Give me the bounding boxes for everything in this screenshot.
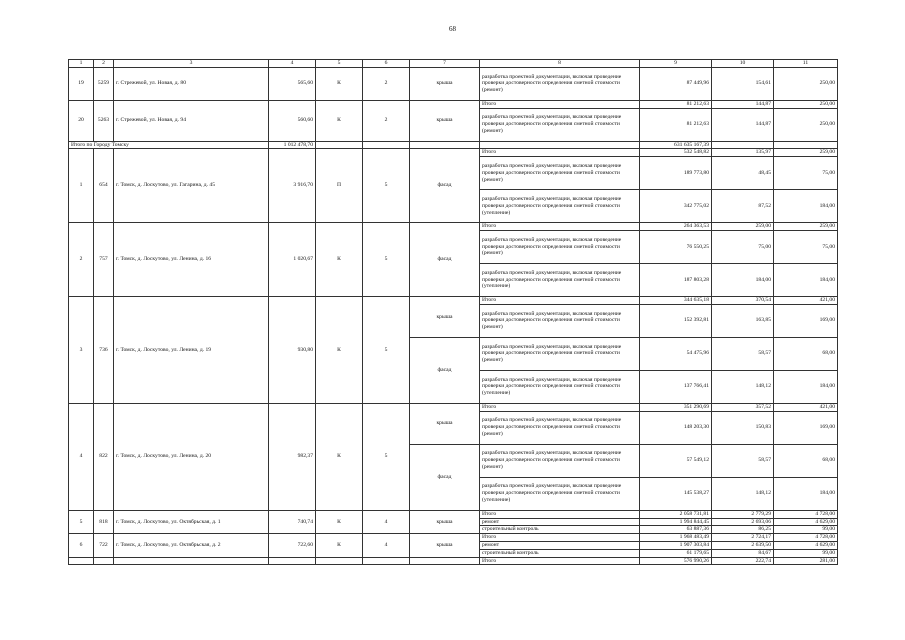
repair-label: ремонт (480, 518, 640, 526)
total-max-unit-cost: 259,00 (774, 149, 838, 157)
wall-material: К (316, 510, 363, 533)
table-row (69, 297, 838, 305)
element: фасад (410, 337, 480, 403)
repair-max-unit-cost: 4 629,00 (774, 541, 838, 549)
floors: 4 (363, 510, 410, 533)
row-number: 3 (69, 297, 94, 404)
row-number: 20 (69, 100, 94, 141)
wall-material: К (316, 100, 363, 141)
max-unit-cost: 184,00 (774, 190, 838, 223)
house-id: 5263 (94, 100, 114, 141)
total-label: Итого (480, 149, 640, 157)
element: крыша (410, 534, 480, 557)
address: г. Томск, д. Лоскутово, ул. Октябрьская, д. 1 (114, 510, 269, 533)
repair-plan-table (68, 59, 838, 565)
row-number: 2 (69, 223, 94, 297)
column-header: 1 (69, 60, 94, 68)
unit-cost: 58,57 (712, 444, 774, 477)
max-unit-cost: 169,00 (774, 411, 838, 444)
max-unit-cost: 184,00 (774, 477, 838, 510)
column-header: 11 (774, 60, 838, 68)
work-type: разработка проектной документации, включая проведение проверки достоверности определения сметной стоимости (ремонт) (480, 444, 640, 477)
table-row (69, 534, 838, 542)
address: г. Томск, д. Лоскутово, ул. Ленина, д. 16 (114, 223, 269, 297)
area: 565,60 (269, 67, 316, 100)
control-unit-cost: 84,67 (712, 549, 774, 557)
max-unit-cost: 184,00 (774, 264, 838, 297)
table-row (69, 67, 838, 100)
total-unit-cost: 222,74 (712, 557, 774, 565)
floors: 5 (363, 403, 410, 510)
work-type: разработка проектной документации, включая проведение проверки достоверности определения сметной стоимости (ремонт) (480, 108, 640, 141)
work-type: разработка проектной документации, включая проведение проверки достоверности определения сметной стоимости (ремонт) (480, 157, 640, 190)
total-max-unit-cost: 281,00 (774, 557, 838, 565)
address: г. Томск, д. Лоскутово, ул. Ленина, д. 20 (114, 403, 269, 510)
table-row (69, 223, 838, 231)
wall-material: К (316, 67, 363, 100)
unit-cost: 154,61 (712, 67, 774, 100)
column-header: 4 (269, 60, 316, 68)
control-max-unit-cost: 99,00 (774, 549, 838, 557)
house-id: 722 (94, 534, 114, 557)
table-row (69, 100, 838, 108)
column-header: 7 (410, 60, 480, 68)
cost: 187 803,28 (640, 264, 712, 297)
address: г. Стрежевой, ул. Новая, д. 80 (114, 67, 269, 100)
total-label: Итого (480, 510, 640, 518)
unit-cost: 148,12 (712, 370, 774, 403)
city-total-cost: 631 635 167,39 (640, 141, 712, 149)
control-cost: 63 887,36 (640, 526, 712, 534)
element: фасад (410, 444, 480, 510)
unit-cost: 148,12 (712, 477, 774, 510)
element: фасад (410, 149, 480, 223)
max-unit-cost: 169,00 (774, 304, 838, 337)
address: г. Томск, д. Лоскутово, ул. Ленина, д. 19 (114, 297, 269, 404)
total-label: Итого (480, 223, 640, 231)
total-cost: 532 548,82 (640, 149, 712, 157)
column-header: 8 (480, 60, 640, 68)
total-unit-cost: 259,00 (712, 223, 774, 231)
unit-cost: 75,00 (712, 231, 774, 264)
control-max-unit-cost: 99,00 (774, 526, 838, 534)
work-type: разработка проектной документации, включая проведение проверки достоверности определения сметной стоимости (утепление) (480, 190, 640, 223)
total-max-unit-cost: 421,00 (774, 297, 838, 305)
floors: 5 (363, 223, 410, 297)
unit-cost: 144,87 (712, 108, 774, 141)
repair-unit-cost: 2 693,06 (712, 518, 774, 526)
cost: 189 773,80 (640, 157, 712, 190)
total-max-unit-cost: 259,00 (774, 223, 838, 231)
cost: 87 449,96 (640, 67, 712, 100)
element: крыша (410, 67, 480, 100)
total-max-unit-cost: 250,00 (774, 100, 838, 108)
total-unit-cost: 2 724,17 (712, 534, 774, 542)
work-type: разработка проектной документации, включая проведение проверки достоверности определения сметной стоимости (ремонт) (480, 67, 640, 100)
city-total-label: Итого по Городу Томску (69, 141, 269, 149)
wall-material: К (316, 534, 363, 557)
cost: 76 550,25 (640, 231, 712, 264)
page-number: 68 (449, 25, 456, 33)
unit-cost: 48,45 (712, 157, 774, 190)
floors: 2 (363, 100, 410, 141)
max-unit-cost: 75,00 (774, 231, 838, 264)
total-label: Итого (480, 557, 640, 565)
house-id: 654 (94, 149, 114, 223)
table-row (69, 557, 838, 565)
floors: 4 (363, 534, 410, 557)
total-label: Итого (480, 100, 640, 108)
element: крыша (410, 510, 480, 533)
row-number: 4 (69, 403, 94, 510)
total-label: Итого (480, 297, 640, 305)
wall-material: П (316, 149, 363, 223)
column-header: 2 (94, 60, 114, 68)
total-unit-cost: 357,52 (712, 403, 774, 411)
repair-cost: 1 994 844,45 (640, 518, 712, 526)
table-row (69, 149, 838, 157)
floors: 5 (363, 297, 410, 404)
cost: 57 549,12 (640, 444, 712, 477)
cost: 152 392,81 (640, 304, 712, 337)
work-type: разработка проектной документации, включая проведение проверки достоверности определения сметной стоимости (утепление) (480, 477, 640, 510)
area: 982,37 (269, 403, 316, 510)
unit-cost: 58,57 (712, 337, 774, 370)
work-type: разработка проектной документации, включая проведение проверки достоверности определения сметной стоимости (ремонт) (480, 231, 640, 264)
total-cost: 1 968 483,49 (640, 534, 712, 542)
column-header: 10 (712, 60, 774, 68)
city-total-row (69, 141, 838, 149)
total-cost: 344 635,18 (640, 297, 712, 305)
row-number: 1 (69, 149, 94, 223)
total-unit-cost: 2 779,29 (712, 510, 774, 518)
total-cost: 576 990,26 (640, 557, 712, 565)
unit-cost: 184,00 (712, 264, 774, 297)
floors: 5 (363, 149, 410, 223)
column-header: 9 (640, 60, 712, 68)
area: 560,60 (269, 100, 316, 141)
house-id: 757 (94, 223, 114, 297)
element: крыша (410, 100, 480, 141)
area: 722,60 (269, 534, 316, 557)
total-unit-cost: 135,97 (712, 149, 774, 157)
cost: 137 766,41 (640, 370, 712, 403)
max-unit-cost: 68,00 (774, 337, 838, 370)
house-id: 736 (94, 297, 114, 404)
total-unit-cost: 144,87 (712, 100, 774, 108)
wall-material: К (316, 223, 363, 297)
unit-cost: 150,83 (712, 411, 774, 444)
control-label: строительный контроль (480, 549, 640, 557)
unit-cost: 163,85 (712, 304, 774, 337)
row-number: 5 (69, 510, 94, 533)
wall-material: К (316, 297, 363, 404)
total-cost: 2 058 731,81 (640, 510, 712, 518)
total-label: Итого (480, 534, 640, 542)
column-header: 6 (363, 60, 410, 68)
wall-material: К (316, 403, 363, 510)
area: 3 916,70 (269, 149, 316, 223)
element: фасад (410, 223, 480, 297)
total-max-unit-cost: 421,00 (774, 403, 838, 411)
repair-unit-cost: 2 639,50 (712, 541, 774, 549)
max-unit-cost: 250,00 (774, 67, 838, 100)
repair-max-unit-cost: 4 629,00 (774, 518, 838, 526)
total-cost: 351 290,69 (640, 403, 712, 411)
table-row (69, 510, 838, 518)
area: 1 020,67 (269, 223, 316, 297)
address: г. Томск, д. Лоскутово, ул. Октябрьская, д. 2 (114, 534, 269, 557)
element: крыша (410, 403, 480, 444)
column-header: 3 (114, 60, 269, 68)
total-max-unit-cost: 4 728,00 (774, 510, 838, 518)
column-numbers-row (69, 60, 838, 68)
city-total-area: 1 012 478,70 (269, 141, 316, 149)
total-cost: 264 363,53 (640, 223, 712, 231)
max-unit-cost: 250,00 (774, 108, 838, 141)
repair-cost: 1 907 303,84 (640, 541, 712, 549)
house-id: 822 (94, 403, 114, 510)
work-type: разработка проектной документации, включая проведение проверки достоверности определения сметной стоимости (ремонт) (480, 337, 640, 370)
total-label: Итого (480, 403, 640, 411)
address: г. Томск, д. Лоскутово, ул. Гагарина, д. 45 (114, 149, 269, 223)
cost: 81 212,63 (640, 108, 712, 141)
house-id: 818 (94, 510, 114, 533)
row-number: 6 (69, 534, 94, 557)
max-unit-cost: 184,00 (774, 370, 838, 403)
total-cost: 81 212,63 (640, 100, 712, 108)
cost: 342 775,02 (640, 190, 712, 223)
house-id: 5259 (94, 67, 114, 100)
row-number: 19 (69, 67, 94, 100)
max-unit-cost: 68,00 (774, 444, 838, 477)
total-unit-cost: 370,54 (712, 297, 774, 305)
control-unit-cost: 86,25 (712, 526, 774, 534)
table-row (69, 403, 838, 411)
work-type: разработка проектной документации, включая проведение проверки достоверности определения сметной стоимости (утепление) (480, 370, 640, 403)
work-type: разработка проектной документации, включая проведение проверки достоверности определения сметной стоимости (утепление) (480, 264, 640, 297)
work-type: разработка проектной документации, включая проведение проверки достоверности определения сметной стоимости (ремонт) (480, 304, 640, 337)
repair-label: ремонт (480, 541, 640, 549)
cost: 54 475,96 (640, 337, 712, 370)
cost: 148 203,30 (640, 411, 712, 444)
total-max-unit-cost: 4 728,00 (774, 534, 838, 542)
work-type: разработка проектной документации, включая проведение проверки достоверности определения сметной стоимости (ремонт) (480, 411, 640, 444)
floors: 2 (363, 67, 410, 100)
area: 930,80 (269, 297, 316, 404)
column-header: 5 (316, 60, 363, 68)
unit-cost: 87,52 (712, 190, 774, 223)
control-cost: 61 179,65 (640, 549, 712, 557)
control-label: строительный контроль (480, 526, 640, 534)
address: г. Стрежевой, ул. Новая, д. 94 (114, 100, 269, 141)
cost: 145 538,27 (640, 477, 712, 510)
max-unit-cost: 75,00 (774, 157, 838, 190)
element: крыша (410, 297, 480, 338)
area: 740,74 (269, 510, 316, 533)
